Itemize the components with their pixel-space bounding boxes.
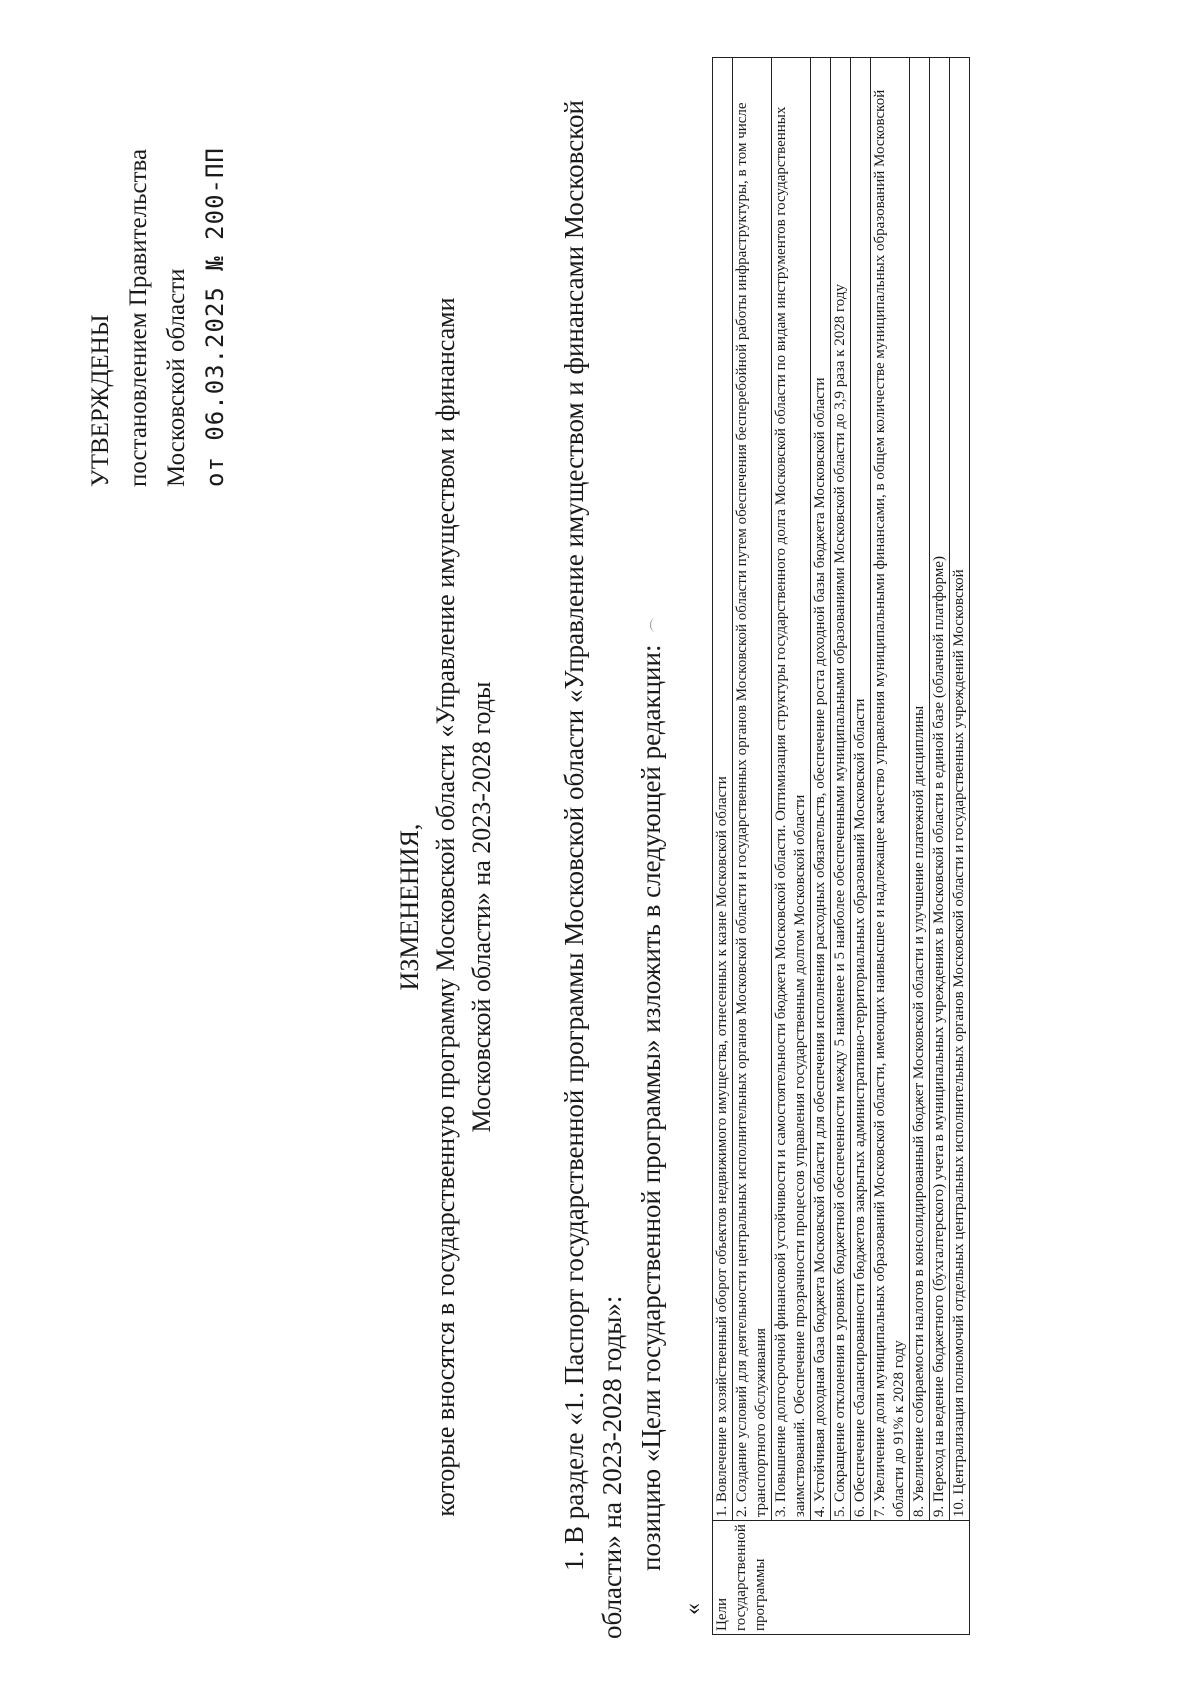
goal-cell: 2. Создание условий для деятельности центральных исполнительных органов Московской области и государственных органов Московской области путем обеспечения бесперебойной работы инфраструктуры, в том числе транспортного обслуживания	[733, 58, 772, 1521]
title-subtitle: которые вносятся в государственную программу Московской области «Управление имуществом и финансами Московской области» на 2023-2028 годы	[431, 297, 496, 1517]
table-row	[713, 58, 733, 1635]
table-row	[910, 58, 930, 1635]
goals-table	[712, 57, 970, 1635]
goal-cell: 3. Повышение долгосрочной финансовой устойчивости и самостоятельности бюджета Московской области. Оптимизация структуры государственного долга Московской области по видам инструментов государственных заимствований. Обеспечение прозрачности процессов управления государственным долгом Московской области	[772, 58, 811, 1521]
goal-cell: 9. Переход на ведение бюджетного (бухгалтерского) учета в муниципальных учреждениях в Московской области в единой базе (облачной платформе)	[930, 58, 950, 1521]
table-row	[851, 58, 871, 1635]
approval-date-number: от 06.03.2025 № 200-ПП	[201, 147, 229, 487]
approval-stamp	[82, 47, 234, 487]
table-row	[950, 58, 970, 1635]
table-row	[772, 58, 811, 1635]
title-heading: ИЗМЕНЕНИЯ,	[395, 823, 424, 991]
table-row	[831, 58, 851, 1635]
table-row	[871, 58, 910, 1635]
goal-cell: 1. Вовлечение в хозяйственный оборот объектов недвижимого имущества, отнесенных к казне Московской области	[713, 58, 733, 1521]
approval-line: постановлением Правительства	[125, 148, 152, 487]
paragraph-section-1: 1. В разделе «1. Паспорт государственной программы Московской области «Управление имуществом и финансами Московской области» на 2023-2028 годы»:	[559, 100, 627, 1639]
approval-title: УТВЕРЖДЕНЫ	[87, 314, 114, 487]
goal-cell: 8. Увеличение собираемости налогов в консолидированный бюджет Московской области и улучшение платежной дисциплины	[910, 58, 930, 1521]
pen-mark	[650, 618, 661, 632]
table-row	[733, 58, 772, 1635]
goal-cell: 6. Обеспечение сбалансированности бюджетов закрытых административно-территориальных образований Московской области	[851, 58, 871, 1521]
approval-line: Московской области	[163, 268, 190, 487]
table-row	[811, 58, 831, 1635]
goal-cell: 5. Сокращение отклонения в уровнях бюджетной обеспеченности между 5 наименее и 5 наиболее обеспеченными муниципальными образованиями Московской области до 3,9 раза к 2028 году	[831, 58, 851, 1521]
document-title	[392, 267, 500, 1547]
opening-quote: «	[680, 1603, 706, 1615]
goal-cell: 7. Увеличение доли муниципальных образований Московской области, имеющих наивысшее и надлежащее качество управления муниципальными финансами, в общем количестве муниципальных образований Московской области до 91% к 2028 году	[871, 58, 910, 1521]
paragraph-goals-instruction: позицию «Цели государственной программы» изложить в следующей редакции:	[636, 644, 666, 1571]
goal-cell: 4. Устойчивая доходная база бюджета Московской области для обеспечения исполнения расходных обязательств, обеспечение роста доходной базы бюджета Московской области	[811, 58, 831, 1521]
table-row	[930, 58, 950, 1635]
goals-label-cell: Цели государственной программы	[713, 1521, 970, 1635]
goal-cell: 10. Централизация полномочий отдельных центральных исполнительных органов Московской области и государственных учреждений Московской	[950, 58, 970, 1521]
